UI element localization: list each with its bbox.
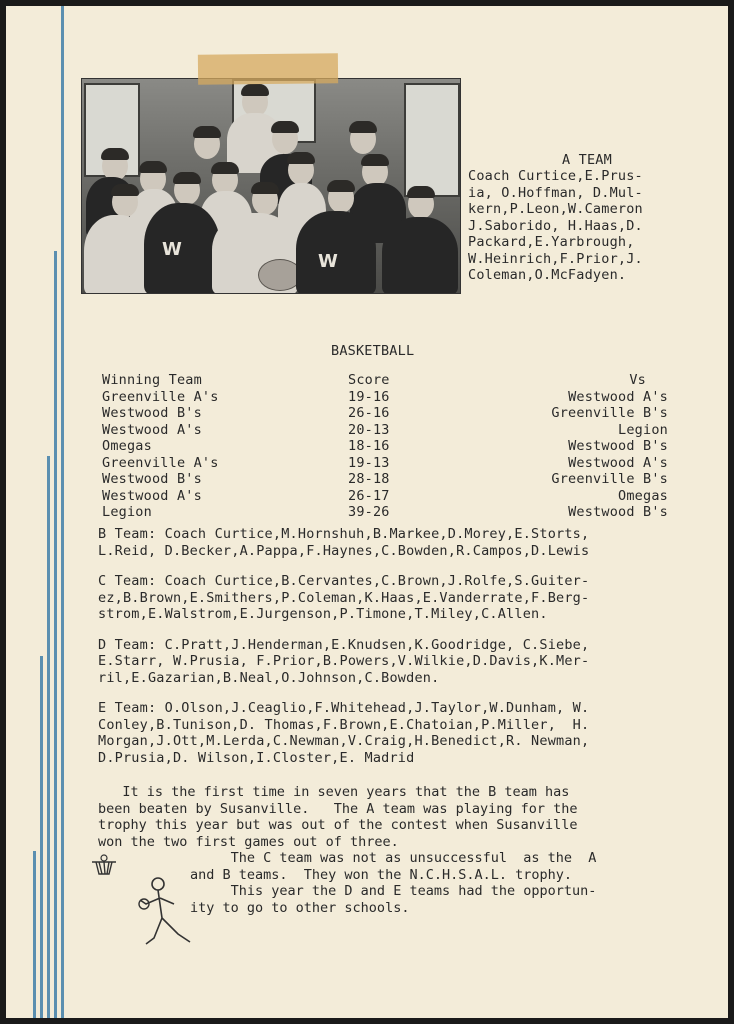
game-winner: Legion [102, 504, 152, 520]
a-team-line: J.Saborido, H.Haas,D. [468, 217, 643, 234]
basketball-title: BASKETBALL [331, 343, 415, 359]
game-winner: Westwood B's [102, 471, 202, 487]
winning-team-header: Winning Team [102, 372, 202, 388]
paragraph-line: and B teams. They won the N.C.H.S.A.L. trophy. [190, 866, 573, 883]
roster-line: Conley,B.Tunison,D. Thomas,F.Brown,E.Chatoian,P.Miller, H. [98, 716, 590, 733]
roster-block [98, 700, 589, 766]
paragraph-line: ity to go to other schools. [190, 899, 410, 916]
a-team-line: Coach Curtice,E.Prus- [468, 168, 643, 184]
game-loser: Westwood B's [568, 504, 668, 520]
roster-line: B Team: Coach Curtice,M.Hornshuh,B.Markee,D.Morey,E.Storts, [98, 526, 590, 542]
team-rosters [98, 526, 589, 780]
roster-line: C Team: Coach Curtice,B.Cervantes,C.Brown,J.Rolfe,S.Guiter- [98, 573, 590, 589]
roster-line: E Team: O.Olson,J.Ceaglio,F.Whitehead,J.Taylor,W.Dunham, W. [98, 700, 590, 716]
winning-team-column [102, 372, 219, 521]
game-loser: Westwood A's [568, 388, 668, 405]
a-team-line: Packard,E.Yarbrough, [468, 234, 635, 250]
team-photo: W W [81, 78, 461, 294]
paragraph-line: This year the D and E teams had the opportun- [190, 883, 597, 899]
vs-header: Vs [629, 372, 646, 388]
game-score: 19-16 [348, 388, 390, 405]
score-column [348, 372, 390, 521]
game-winner: Westwood A's [102, 487, 202, 504]
game-loser: Omegas [618, 487, 668, 504]
a-team-title: A TEAM [562, 152, 612, 168]
roster-line: L.Reid, D.Becker,A.Pappa,F.Haynes,C.Bowden,R.Campos,D.Lewis [98, 542, 590, 559]
game-loser: Westwood B's [568, 438, 668, 454]
game-winner: Westwood B's [102, 405, 202, 421]
paragraph-line: trophy this year but was out of the contest when Susanville [98, 817, 578, 833]
game-score: 28-18 [348, 471, 390, 487]
roster-line: strom,E.Walstrom,E.Jurgenson,P.Timone,T.Miley,C.Allen. [98, 606, 548, 622]
roster-line: D.Prusia,D. Wilson,I.Closter,E. Madrid [98, 749, 415, 766]
a-team-line: W.Heinrich,F.Prior,J. [468, 250, 643, 267]
paragraph-line: been beaten by Susanville. The A team was playing for the [98, 800, 578, 817]
roster-line: ez,B.Brown,E.Smithers,P.Coleman,K.Haas,E.Vanderrate,F.Berg- [98, 589, 590, 606]
game-loser: Legion [618, 421, 668, 438]
game-score: 18-16 [348, 438, 390, 454]
game-score: 26-17 [348, 487, 390, 504]
game-loser: Greenville B's [551, 405, 668, 421]
roster-line: D Team: C.Pratt,J.Henderman,E.Knudsen,K.Goodridge, C.Siebe, [98, 636, 590, 653]
paragraph-susanville [98, 784, 578, 850]
game-score: 39-26 [348, 504, 390, 520]
paragraph-line: It is the first time in seven years that the B team has [98, 784, 570, 800]
yearbook-page [6, 6, 728, 1018]
margin-line-3 [47, 456, 50, 1018]
margin-line-5 [61, 6, 64, 1018]
score-header: Score [348, 372, 390, 388]
paragraph-line: won the two first games out of three. [98, 833, 399, 850]
game-score: 19-13 [348, 454, 390, 471]
player-doodle-icon [134, 874, 200, 952]
game-winner: Omegas [102, 438, 152, 454]
game-score: 26-16 [348, 405, 390, 421]
margin-line-2 [40, 656, 43, 1018]
roster-line: ril,E.Gazarian,B.Neal,O.Johnson,C.Bowden. [98, 669, 440, 686]
roster-block [98, 526, 589, 559]
roster-block [98, 573, 589, 623]
game-loser: Greenville B's [551, 471, 668, 487]
game-winner: Westwood A's [102, 421, 202, 438]
margin-line-4 [54, 251, 57, 1018]
photo-tape [198, 53, 338, 84]
roster-block [98, 637, 589, 687]
a-team-line: ia, O.Hoffman, D.Mul- [468, 184, 643, 201]
a-team-line: Coleman,O.McFadyen. [468, 267, 627, 283]
margin-line-1 [33, 851, 36, 1018]
game-winner: Greenville A's [102, 454, 219, 471]
paragraph-trophy [190, 850, 596, 916]
roster-line: Morgan,J.Ott,M.Lerda,C.Newman,V.Craig,H.Benedict,R. Newman, [98, 733, 590, 749]
paragraph-line: The C team was not as unsuccessful as the A [190, 850, 597, 866]
a-team-line: kern,P.Leon,W.Cameron [468, 201, 643, 217]
game-winner: Greenville A's [102, 388, 219, 405]
game-loser: Westwood A's [568, 454, 668, 471]
game-score: 20-13 [348, 421, 390, 438]
vs-column [551, 372, 668, 521]
a-team-roster [468, 168, 643, 284]
basket-doodle-icon [90, 854, 120, 878]
roster-line: E.Starr, W.Prusia, F.Prior,B.Powers,V.Wilkie,D.Davis,K.Mer- [98, 653, 590, 669]
